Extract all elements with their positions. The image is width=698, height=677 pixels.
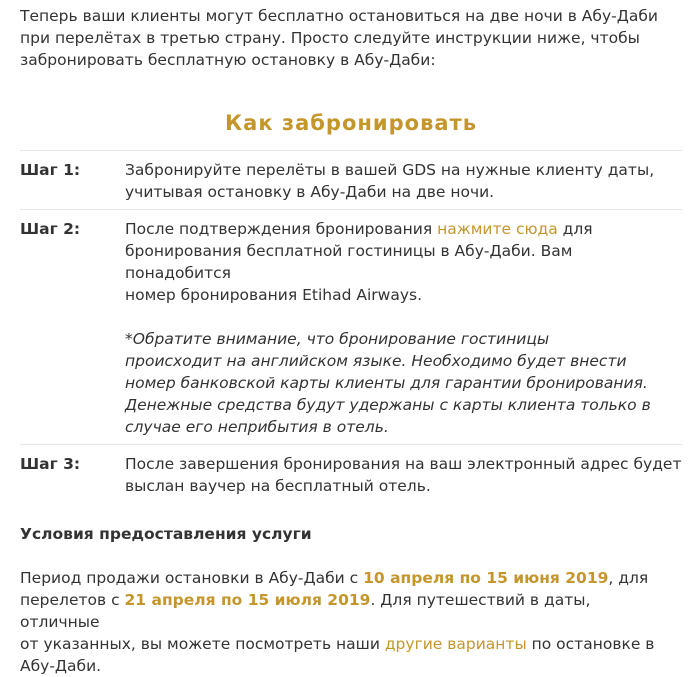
step-label: Шаг 1: — [20, 161, 81, 179]
step-2-text-after-link: для — [557, 220, 593, 238]
hotel-booking-link[interactable]: нажмите сюда — [437, 220, 558, 238]
step-label: Шаг 3: — [20, 455, 81, 473]
step-text — [125, 159, 682, 203]
note-line-3: номер банковской карты клиенты для гарантии бронирования. — [125, 374, 648, 392]
conditions-text: перелетов с — [20, 591, 125, 609]
step-3-line-2: выслан ваучер на бесплатный отель. — [125, 477, 431, 495]
step-2-line-3: номер бронирования Etihad Airways. — [125, 286, 423, 304]
step-label: Шаг 2: — [20, 220, 81, 238]
note-line-1: *Обратите внимание, что бронирование гостиницы — [125, 330, 550, 348]
travel-period-value: 21 апреля по 15 июля 2019 — [124, 591, 371, 609]
conditions-text: по остановке в — [526, 635, 655, 653]
step-row-3 — [20, 445, 682, 503]
conditions-text: от указанных, вы можете посмотреть наши — [20, 635, 385, 653]
step-3-line-1: После завершения бронирования на ваш электронный адрес будет — [125, 455, 682, 473]
intro-line-3: забронировать бесплатную остановку в Абу-Даби: — [20, 51, 436, 69]
intro-line-2: при перелётах в третью страну. Просто следуйте инструкции ниже, чтобы — [20, 29, 640, 47]
step-text — [125, 218, 682, 438]
conditions-line-3 — [20, 633, 670, 655]
note-line-5: случае его неприбытия в отель. — [125, 418, 389, 436]
note-line-4: Денежные средства будут удержаны с карты клиента только в — [125, 396, 651, 414]
how-to-title: Как забронировать — [225, 111, 477, 135]
note-line-2: происходит на английском языке. Необходимо будет внести — [125, 352, 627, 370]
step-2-line-2: бронирования бесплатной гостиницы в Абу-Даби. Вам понадобится — [125, 242, 573, 282]
conditions-paragraph — [20, 567, 670, 677]
step-row-2 — [20, 210, 682, 445]
step-2-text-before-link: После подтверждения бронирования — [125, 220, 438, 238]
step-1-line-2: учитывая остановку в Абу-Даби на две ночи. — [125, 183, 495, 201]
intro-line-1: Теперь ваши клиенты могут бесплатно остановиться на две ночи в Абу-Даби — [20, 7, 658, 25]
conditions-line-4: Абу-Даби. — [20, 657, 102, 675]
page-content — [20, 0, 682, 677]
conditions-line-2 — [20, 589, 670, 633]
step-2-line-1 — [125, 218, 682, 240]
conditions-text: , для — [608, 569, 649, 587]
sale-period-value: 10 апреля по 15 июня 2019 — [363, 569, 609, 587]
intro-paragraph — [20, 5, 670, 71]
step-text — [125, 453, 682, 497]
step-row-1 — [20, 150, 682, 210]
steps-table — [20, 150, 682, 503]
booking-note — [125, 328, 682, 438]
conditions-line-1 — [20, 567, 670, 589]
conditions-text: . Для путешествий в даты, отличные — [20, 591, 591, 631]
conditions-text: Период продажи остановки в Абу-Даби с — [20, 569, 364, 587]
other-options-link[interactable]: другие варианты — [384, 635, 527, 653]
step-1-line-1: Забронируйте перелёты в вашей GDS на нужные клиенту даты, — [125, 161, 655, 179]
conditions-heading: Условия предоставления услуги — [20, 525, 312, 543]
